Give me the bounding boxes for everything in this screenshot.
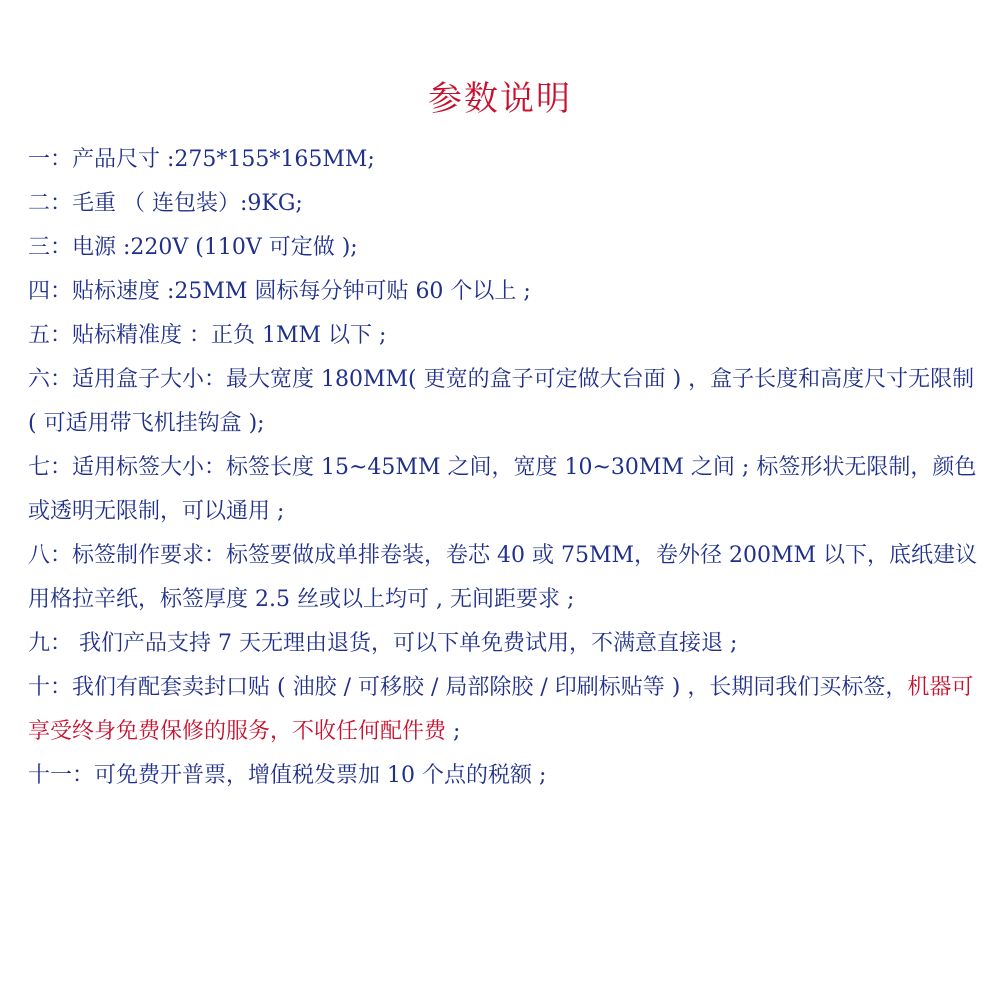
spec-item-5 (28, 314, 988, 358)
spec-item-highlight: 机器可享受终身免费保修的服务，不收任何配件费 (28, 675, 974, 744)
spec-item-text: 九： 我们产品支持 7 天无理由退货，可以下单免费试用，不满意直接退 ; (28, 631, 738, 656)
spec-item-text: 八：标签制作要求：标签要做成单排卷装，卷芯 40 或 75MM，卷外径 200MM 以下，底纸建议用格拉辛纸，标签厚度 2.5 丝或以上均可 , 无间距要求 ; (28, 543, 978, 612)
spec-item-9 (28, 622, 988, 666)
spec-item-1 (28, 138, 988, 182)
spec-item-2 (28, 182, 988, 226)
spec-item-text: 三：电源 :220V (110V 可定做 ); (28, 235, 358, 260)
spec-item-text: 二：毛重 （ 连包装）:9KG; (28, 191, 303, 216)
spec-list (28, 138, 988, 798)
spec-item-text: 五：贴标精准度 ：正负 1MM 以下 ; (28, 323, 387, 348)
spec-item-7 (28, 446, 988, 534)
spec-item-11 (28, 754, 988, 798)
spec-item-text: 七：适用标签大小：标签长度 15~45MM 之间，宽度 10~30MM 之间 ; 标签形状无限制，颜色或透明无限制，可以通用 ; (28, 455, 977, 524)
spec-item-text: 十一：可免费开普票，增值税发票加 10 个点的税额 ; (28, 763, 547, 788)
spec-item-text: 十：我们有配套卖封口贴 ( 油胶 / 可移胶 / 局部除胶 / 印刷标贴等 ) ，长期同我们买标签， (28, 675, 908, 700)
spec-item-tail: ; (446, 719, 461, 744)
spec-item-text: 一：产品尺寸 :275*155*165MM; (28, 147, 375, 172)
spec-item-text: 六：适用盒子大小：最大宽度 180MM( 更宽的盒子可定做大台面 ) ，盒子长度和高度尺寸无限制 ( 可适用带飞机挂钩盒 ); (28, 367, 975, 436)
spec-item-10 (28, 666, 988, 754)
page-title: 参数说明 (428, 79, 572, 119)
spec-item-text: 四：贴标速度 :25MM 圆标每分钟可贴 60 个以上 ; (28, 279, 531, 304)
spec-item-4 (28, 270, 988, 314)
spec-item-3 (28, 226, 988, 270)
spec-item-8 (28, 534, 988, 622)
spec-item-6 (28, 358, 988, 446)
